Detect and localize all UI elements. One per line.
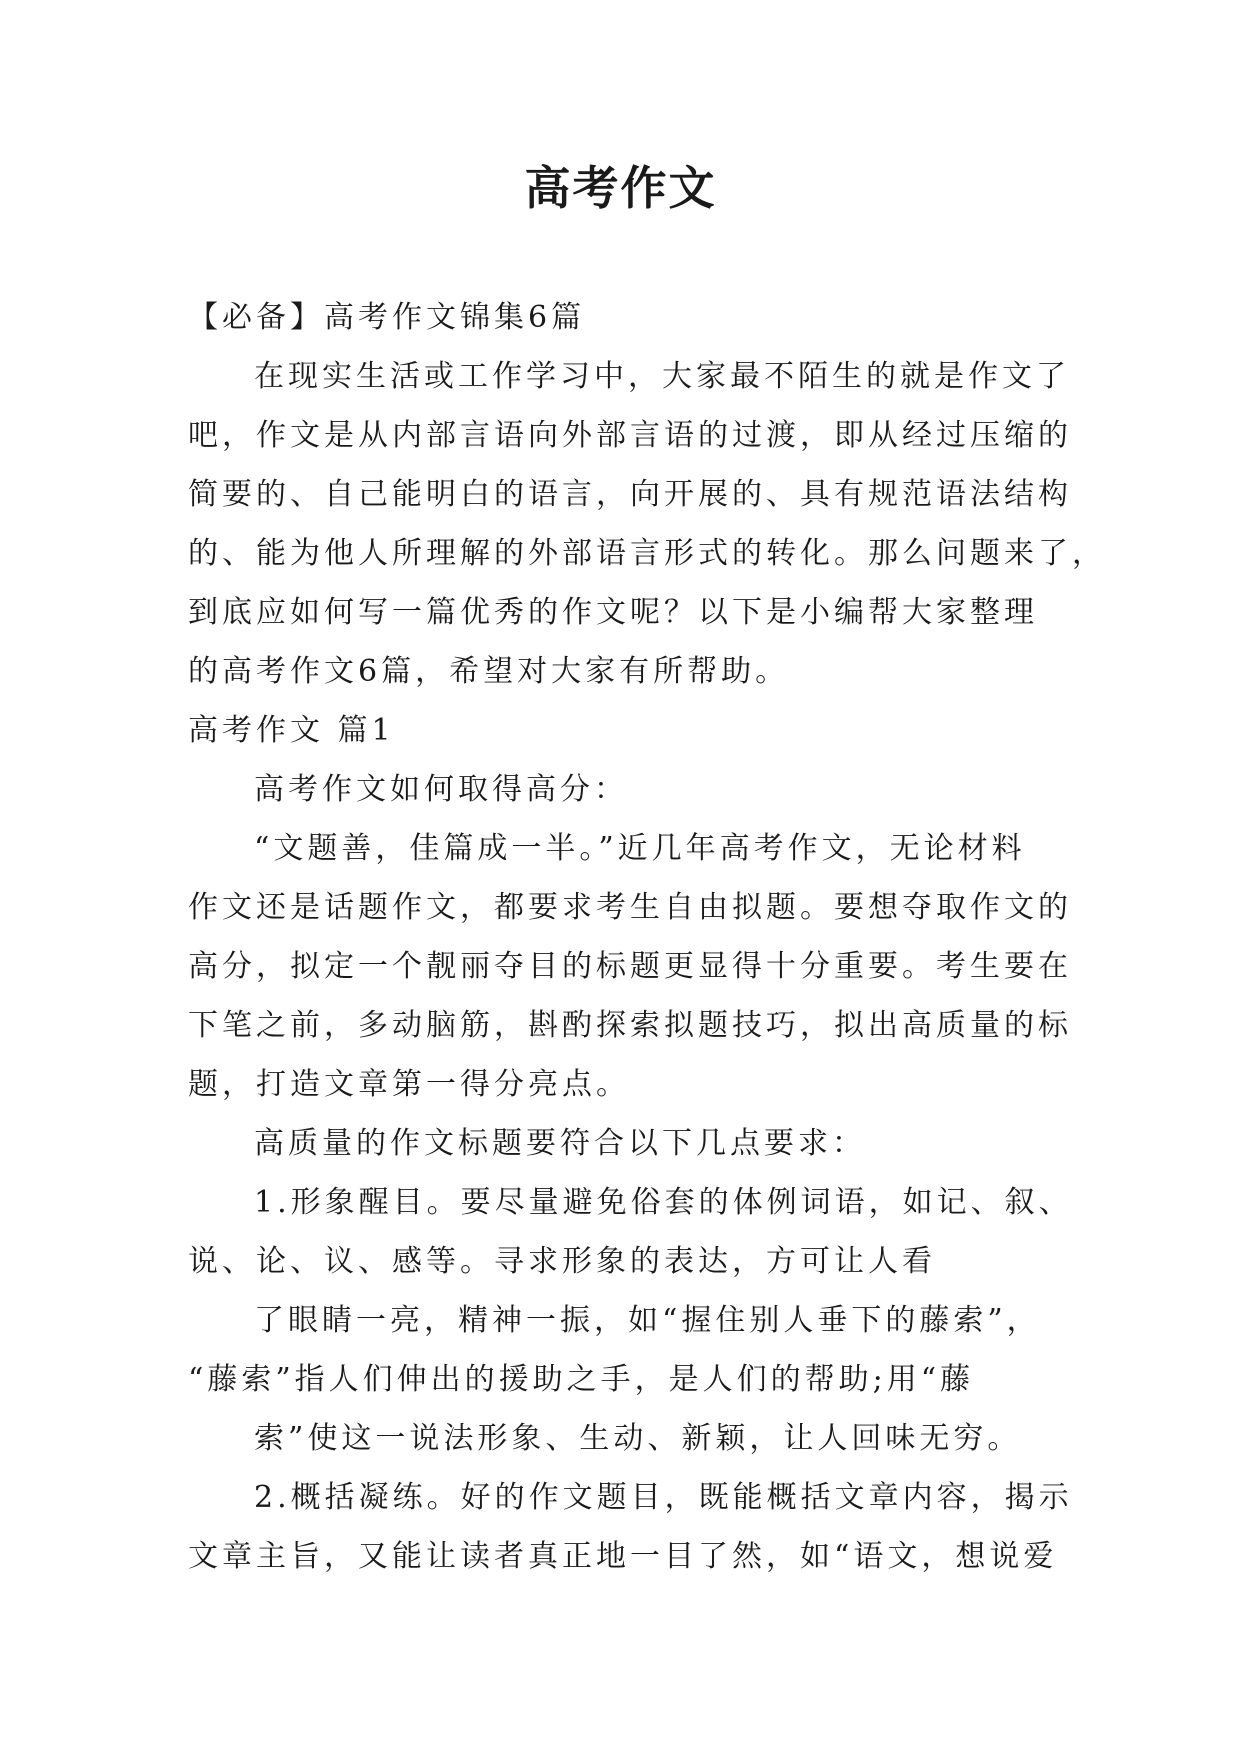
text-line: 索”使这一说法形象、生动、新颖，让人回味无穷。 (254, 1421, 1022, 1456)
text-line: 高考作文如何取得高分： (254, 772, 628, 807)
text-line: 说、论、议、感等。寻求形象的表达，方可让人看 (188, 1244, 936, 1279)
text-line: “藤索”指人们伸出的援助之手，是人们的帮助;用“藤 (188, 1362, 975, 1397)
text-line: 下笔之前，多动脑筋，斟酌探索拟题技巧，拟出高质量的标 (188, 1008, 1072, 1043)
text-line: 文章主旨，又能让读者真正地一目了然，如“语文，想说爱 (188, 1539, 1058, 1574)
text-line: 高分，拟定一个靓丽夺目的标题更显得十分重要。考生要在 (188, 949, 1072, 984)
text-line: “文题善，佳篇成一半。”近几年高考作文，无论材料 (254, 831, 1026, 866)
text-line: 在现实生活或工作学习中，大家最不陌生的就是作文了 (254, 359, 1070, 394)
text-line: 了眼睛一亮，精神一振，如“握住别人垂下的藤索”， (254, 1303, 1041, 1338)
text-line: 【必备】高考作文锦集6篇 (188, 300, 586, 335)
text-line: 1.形象醒目。要尽量避免俗套的体例词语，如记、叙、 (254, 1185, 1073, 1220)
text-line: 作文还是话题作文，都要求考生自由拟题。要想夺取作文的 (188, 890, 1072, 925)
text-line: 高质量的作文标题要符合以下几点要求： (254, 1126, 866, 1161)
text-line: 高考作文 篇1 (188, 713, 395, 748)
document-body (188, 288, 1106, 1586)
text-line: 的、能为他人所理解的外部语言形式的转化。那么问题来了， (188, 536, 1106, 571)
text-line: 简要的、自己能明白的语言，向开展的、具有规范语法结构 (188, 477, 1072, 512)
text-line: 题，打造文章第一得分亮点。 (188, 1067, 630, 1102)
text-line: 吧，作文是从内部言语向外部言语的过渡，即从经过压缩的 (188, 418, 1072, 453)
page-title: 高考作文 (524, 161, 717, 215)
text-line: 2.概括凝练。好的作文题目，既能概括文章内容，揭示 (254, 1480, 1073, 1515)
text-line: 到底应如何写一篇优秀的作文呢？以下是小编帮大家整理 (188, 595, 1038, 630)
text-line: 的高考作文6篇，希望对大家有所帮助。 (188, 654, 790, 689)
